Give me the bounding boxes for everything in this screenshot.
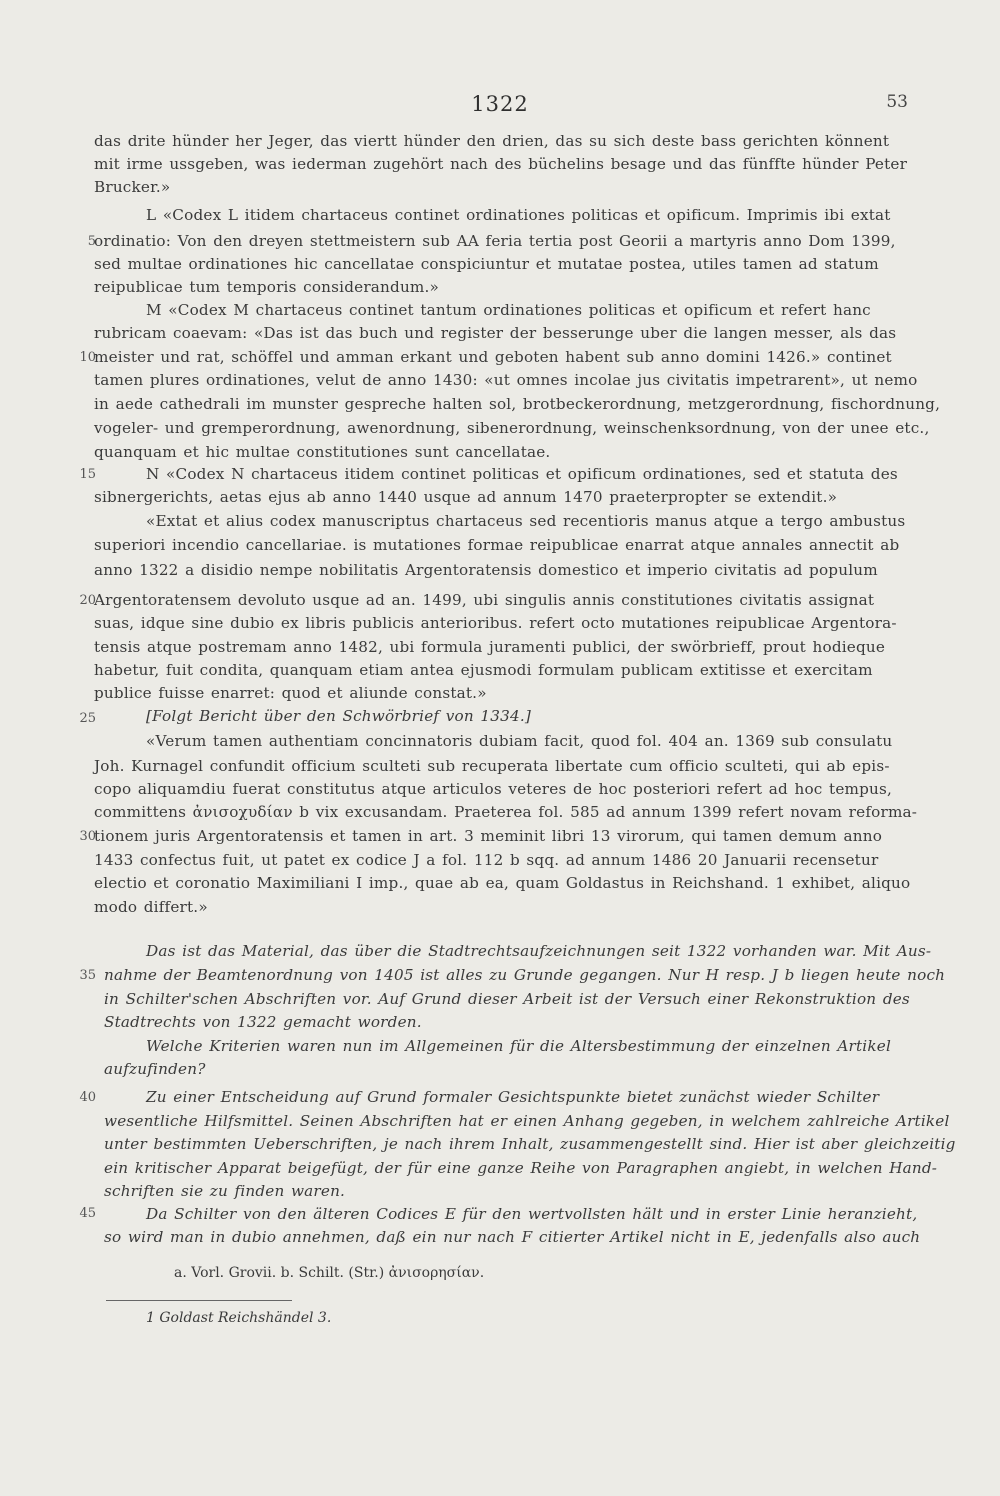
text-line: ordinatio: Von den dreyen stettmeistern sub AA feria tertia post Georii a martyris anno Dom 1399,: [94, 232, 896, 250]
text-line: schriften sie zu finden waren.: [104, 1182, 346, 1200]
text-line: electio et coronatio Maximiliani I imp., quae ab ea, quam Goldastus in Reichshand. 1 exhibet, aliquo: [94, 874, 911, 892]
line-number: 45: [79, 1206, 96, 1221]
text-line: in Schilter'schen Abschriften vor. Auf Grund dieser Arbeit ist der Versuch einer Rekonstruktion des: [104, 990, 910, 1008]
text-line: modo differt.»: [94, 898, 208, 916]
text-line: tionem juris Argentoratensis et tamen in art. 3 meminit libri 13 virorum, qui tamen demum anno: [94, 827, 883, 845]
text-line: unter bestimmten Ueberschriften, je nach ihrem Inhalt, zusammengestellt sind. Hier ist aber gleichzeitig: [104, 1135, 956, 1153]
line-number: 20: [79, 593, 96, 608]
text-line: publice fuisse enarret: quod et aliunde constat.»: [94, 684, 487, 702]
text-line: vogeler- und gremperordnung, awenordnung, sibenerordnung, weinschenksordnung, von der unee etc.,: [94, 419, 930, 437]
text-line: ein kritischer Apparat beigefügt, der für eine ganze Reihe von Paragraphen angiebt, in welchen Hand-: [104, 1159, 938, 1177]
page-number: 53: [886, 92, 908, 112]
text-line: suas, idque sine dubio ex libris publicis anterioribus. refert octo mutationes reipublicae Argentora-: [94, 614, 897, 632]
text-line: superiori incendio cancellariae. is mutationes formae reipublicae enarrat atque annales annectit ab: [94, 536, 900, 554]
text-line: Argentoratensem devoluto usque ad an. 1499, ubi singulis annis constitutiones civitatis assignat: [94, 591, 875, 609]
text-line: «Verum tamen authentiam concinnatoris dubiam facit, quod fol. 404 an. 1369 sub consulatu: [146, 732, 893, 750]
text-line: anno 1322 a disidio nempe nobilitatis Argentoratensis domestico et imperio civitatis ad populum: [94, 561, 878, 579]
text-line: so wird man in dubio annehmen, daß ein nur nach F citierter Artikel nicht in E, jedenfalls also auch: [104, 1228, 921, 1246]
footnote: 1 Goldast Reichshändel 3.: [146, 1310, 332, 1326]
text-line: habetur, fuit condita, quanquam etiam antea ejusmodi formulam publicam extitisse et exercitam: [94, 661, 873, 679]
text-line: «Extat et alius codex manuscriptus chartaceus sed recentioris manus atque a tergo ambustus: [146, 512, 906, 530]
text-line: tamen plures ordinationes, velut de anno 1430: «ut omnes incolae jus civitatis impetrarent», ut nemo: [94, 371, 918, 389]
text-line: copo aliquamdiu fuerat constitutus atque articulos veteres de hoc posteriori refert ad hoc tempus,: [94, 780, 893, 798]
critical-apparatus: a. Vorl. Grovii. b. Schilt. (Str.) ἀνισορησίαν.: [174, 1265, 485, 1281]
text-line: meister und rat, schöffel und amman erkant und geboten habent sub anno domini 1426.» continet: [94, 348, 892, 366]
text-line: sibnergerichts, aetas ejus ab anno 1440 usque ad annum 1470 praeterpropter se extendit.»: [94, 488, 838, 506]
text-line: 1433 confectus fuit, ut patet ex codice J a fol. 112 b sqq. ad annum 1486 20 Januarii recensetur: [94, 851, 879, 869]
text-line: rubricam coaevam: «Das ist das buch und register der besserunge uber die langen messer, als das: [94, 324, 897, 342]
line-number: 35: [79, 968, 96, 983]
text-line: [Folgt Bericht über den Schwörbrief von 1334.]: [146, 707, 531, 725]
text-line: mit irme ussgeben, was iederman zugehört nach des büchelins besage und das fünffte hünder Peter: [94, 155, 908, 173]
line-number: 5: [87, 234, 96, 249]
line-number: 25: [79, 711, 96, 726]
text-line: Brucker.»: [94, 178, 171, 196]
text-line: Zu einer Entscheidung auf Grund formaler Gesichtspunkte bietet zunächst wieder Schilter: [146, 1088, 880, 1106]
text-line: Da Schilter von den älteren Codices E für den wertvollsten hält und in erster Linie heranzieht,: [146, 1205, 918, 1223]
text-line: committens ἀνισοχυδίαν b vix excusandam. Praeterea fol. 585 ad annum 1399 refert novam reforma-: [94, 803, 918, 821]
text-line: quanquam et hic multae constitutiones sunt cancellatae.: [94, 443, 551, 461]
footnote-divider: [106, 1300, 292, 1301]
line-number: 40: [79, 1090, 96, 1105]
line-number: 30: [79, 829, 96, 844]
line-number: 15: [79, 467, 96, 482]
text-line: wesentliche Hilfsmittel. Seinen Abschriften hat er einen Anhang gegeben, in welchem zahlreiche Artikel: [104, 1112, 950, 1130]
text-line: L «Codex L itidem chartaceus continet ordinationes politicas et opificum. Imprimis ibi extat: [146, 206, 891, 224]
text-line: Das ist das Material, das über die Stadtrechtsaufzeichnungen seit 1322 vorhanden war. Mit Aus-: [146, 942, 932, 960]
text-line: reipublicae tum temporis considerandum.»: [94, 278, 440, 296]
text-line: aufzufinden?: [104, 1060, 206, 1078]
line-number: 10: [79, 350, 96, 365]
text-line: sed multae ordinationes hic cancellatae conspiciuntur et mutatae postea, utiles tamen ad statum: [94, 255, 879, 273]
text-line: N «Codex N chartaceus itidem continet politicas et opificum ordinationes, sed et statuta des: [146, 465, 898, 483]
text-line: Stadtrechts von 1322 gemacht worden.: [104, 1013, 422, 1031]
text-line: in aede cathedrali im munster gespreche halten sol, brotbeckerordnung, metzgerordnung, fischordnung,: [94, 395, 941, 413]
running-head-year: 1322: [471, 92, 529, 116]
text-line: Joh. Kurnagel confundit officium sculteti sub recuperata libertate cum officio sculteti, qui ab epis-: [94, 757, 890, 775]
text-line: das drite hünder her Jeger, das viertt hünder den drien, das su sich deste bass gerichten könnent: [94, 132, 890, 150]
text-line: tensis atque postremam anno 1482, ubi formula juramenti publici, der swörbrieff, prout hodieque: [94, 638, 886, 656]
text-line: Welche Kriterien waren nun im Allgemeinen für die Altersbestimmung der einzelnen Artikel: [146, 1037, 891, 1055]
text-line: nahme der Beamtenordnung von 1405 ist alles zu Grunde gegangen. Nur H resp. J b liegen heute noch: [104, 966, 946, 984]
text-line: M «Codex M chartaceus continet tantum ordinationes politicas et opificum et refert hanc: [146, 301, 871, 319]
